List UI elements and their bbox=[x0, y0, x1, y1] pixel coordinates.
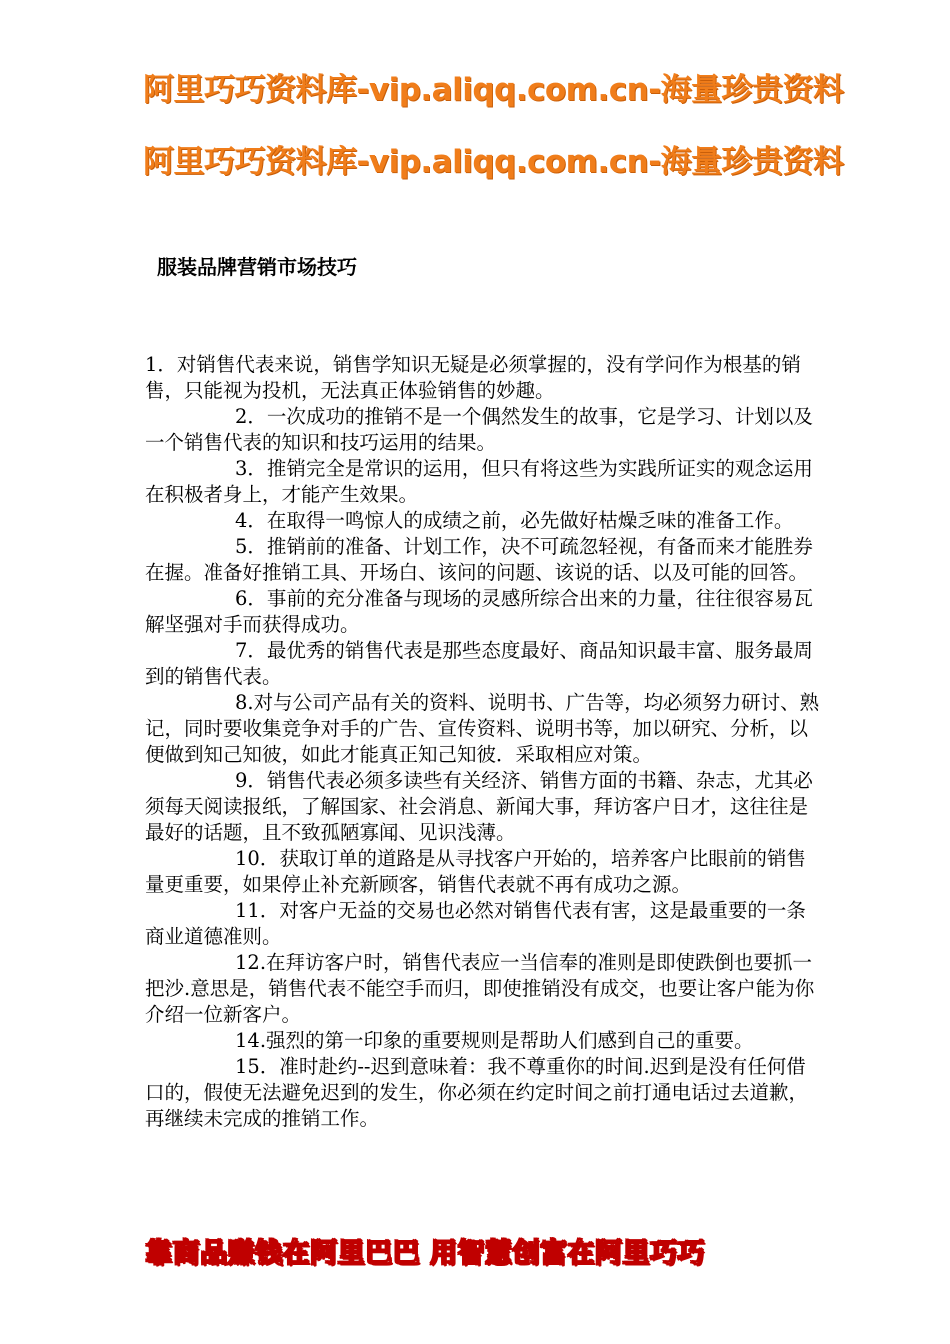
paragraph-8: 8.对与公司产品有关的资料、说明书、广告等，均必须努力研讨、熟记，同时要收集竞争对手的广告、宣传资料、说明书等，加以研究、分析，以便做到知己知彼，如此才能真正知己知彼．采取相应对策。 bbox=[145, 691, 820, 766]
document-body bbox=[145, 352, 825, 1132]
footer-banner: 靠商品赚钱在阿里巴巴 用智慧创富在阿里巧巧 bbox=[145, 1238, 705, 1269]
paragraph-5: 5．推销前的准备、计划工作，决不可疏忽轻视，有备而来才能胜券在握。准备好推销工具、开场白、该问的问题、该说的话、以及可能的回答。 bbox=[145, 535, 813, 584]
page-title: 服装品牌营销市场技巧 bbox=[157, 255, 357, 279]
header-banner-2: 阿里巧巧资料库-vip.aliqq.com.cn-海量珍贵资料 bbox=[143, 144, 844, 180]
paragraph-14: 14.强烈的第一印象的重要规则是帮助人们感到自己的重要。 bbox=[235, 1029, 754, 1052]
paragraph-6: 6．事前的充分准备与现场的灵感所综合出来的力量，往往很容易瓦解坚强对手而获得成功。 bbox=[145, 587, 813, 636]
paragraph-12: 12.在拜访客户时，销售代表应一当信奉的准则是即使跌倒也要抓一把沙.意思是，销售代表不能空手而归，即使推销没有成交，也要让客户能为你介绍一位新客户。 bbox=[145, 951, 815, 1026]
paragraph-1: 1．对销售代表来说，销售学知识无疑是必须掌握的，没有学问作为根基的销售，只能视为投机，无法真正体验销售的妙趣。 bbox=[145, 353, 801, 402]
paragraph-4: 4．在取得一鸣惊人的成绩之前，必先做好枯燥乏味的准备工作。 bbox=[235, 509, 794, 532]
paragraph-9: 9．销售代表必须多读些有关经济、销售方面的书籍、杂志，尤其必须每天阅读报纸，了解国家、社会消息、新闻大事，拜访客户日才，这往往是最好的话题，且不致孤陋寡闻、见识浅薄。 bbox=[145, 769, 813, 844]
paragraph-10: 10．获取订单的道路是从寻找客户开始的，培养客户比眼前的销售量更重要，如果停止补充新顾客，销售代表就不再有成功之源。 bbox=[145, 847, 806, 896]
paragraph-3: 3．推销完全是常识的运用，但只有将这些为实践所证实的观念运用在积极者身上，才能产生效果。 bbox=[145, 457, 813, 506]
paragraph-11: 11．对客户无益的交易也必然对销售代表有害，这是最重要的一条商业道德准则。 bbox=[145, 899, 806, 948]
header-banner-1: 阿里巧巧资料库-vip.aliqq.com.cn-海量珍贵资料 bbox=[143, 72, 844, 108]
paragraph-7: 7．最优秀的销售代表是那些态度最好、商品知识最丰富、服务最周到的销售代表。 bbox=[145, 639, 813, 688]
paragraph-15: 15．准时赴约--迟到意味着：我不尊重你的时间.迟到是没有任何借口的，假使无法避免迟到的发生，你必须在约定时间之前打通电话过去道歉，再继续未完成的推销工作。 bbox=[145, 1055, 809, 1130]
paragraph-2: 2．一次成功的推销不是一个偶然发生的故事，它是学习、计划以及一个销售代表的知识和技巧运用的结果。 bbox=[145, 405, 813, 454]
